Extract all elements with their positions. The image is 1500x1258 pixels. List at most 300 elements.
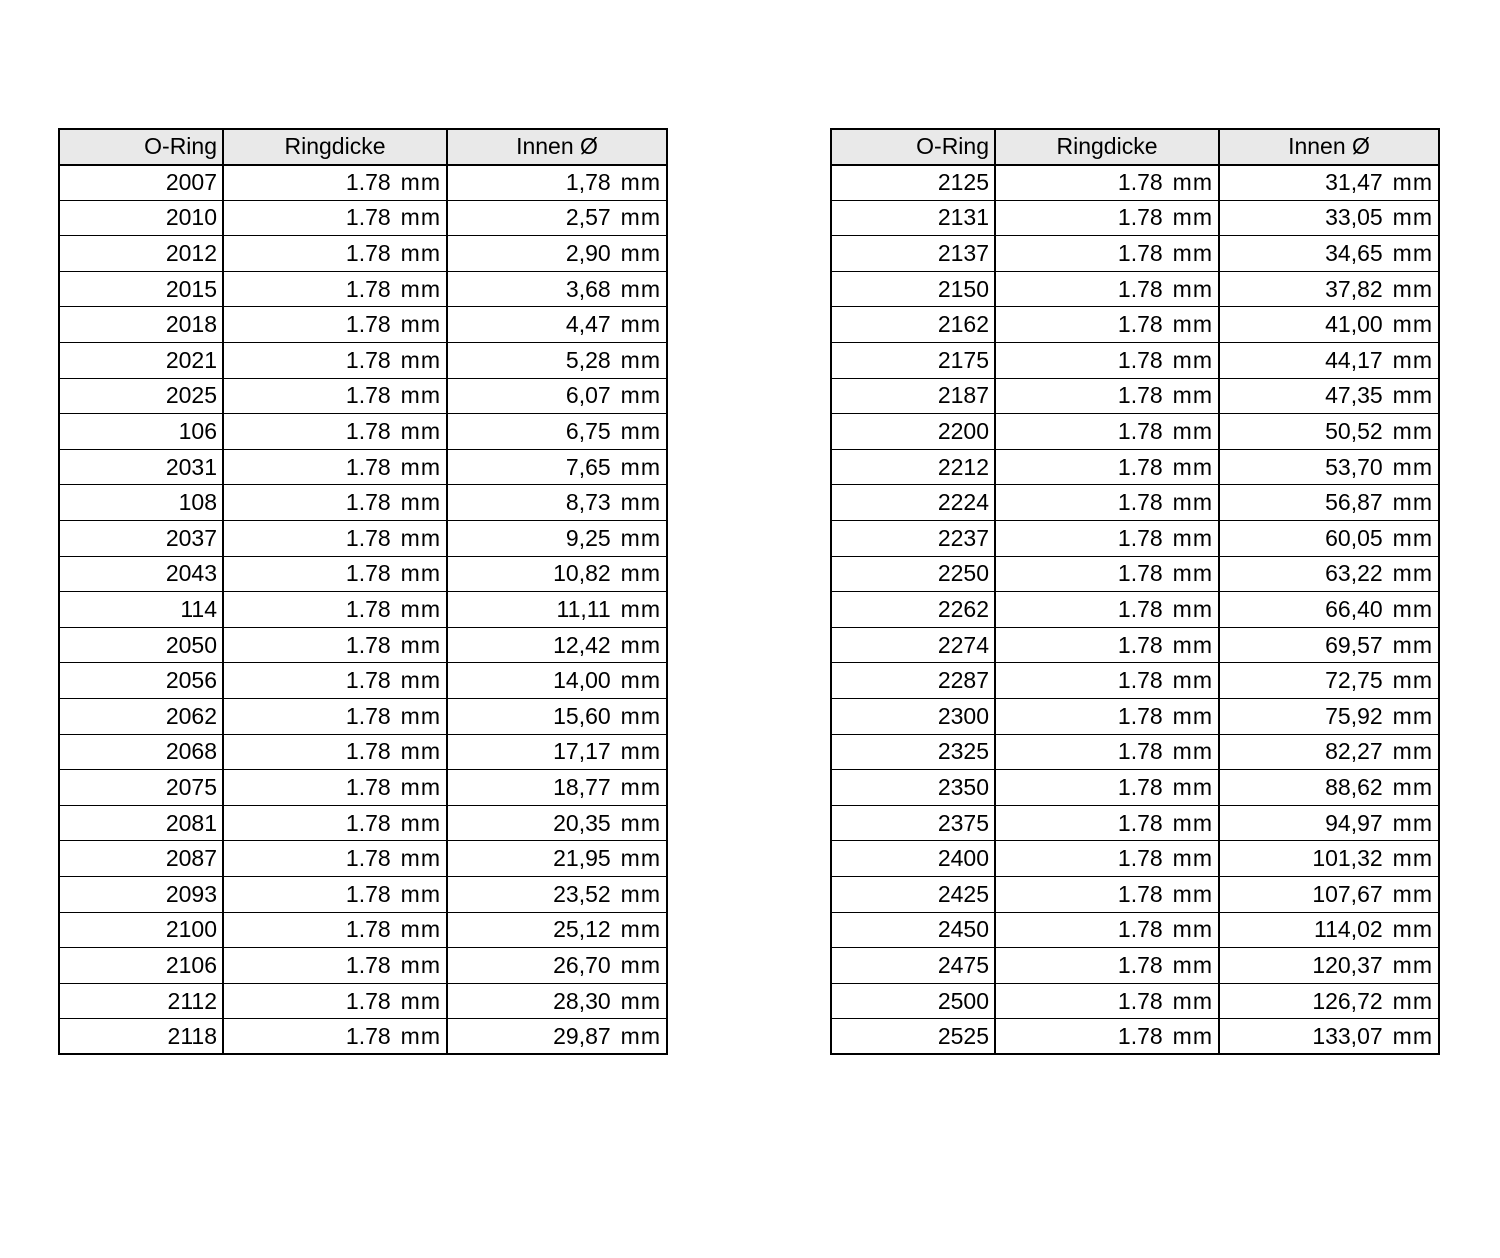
- innen-durchmesser-value: [1219, 734, 1439, 770]
- innen-durchmesser-value-number: 7,65: [565, 453, 611, 480]
- ringdicke-value-number: 1.78: [345, 951, 391, 978]
- innen-durchmesser-value: [1219, 449, 1439, 485]
- ringdicke-value-number: 1.78: [1117, 489, 1163, 516]
- innen-durchmesser-value-number: 107,67: [1312, 880, 1383, 907]
- unit-label: mm: [1392, 311, 1433, 338]
- ringdicke-value: [223, 378, 447, 414]
- table-row: [59, 1019, 667, 1055]
- o-ring-number: 2525: [831, 1019, 995, 1055]
- innen-durchmesser-value: [1219, 841, 1439, 877]
- table-row: [831, 236, 1439, 272]
- unit-label: mm: [620, 880, 661, 907]
- ringdicke-value: [223, 912, 447, 948]
- unit-label: mm: [400, 382, 441, 409]
- ringdicke-value: [223, 449, 447, 485]
- o-ring-number: 2475: [831, 948, 995, 984]
- ringdicke-value-number: 1.78: [1117, 382, 1163, 409]
- ringdicke-value: [223, 592, 447, 628]
- ringdicke-value-number: 1.78: [345, 596, 391, 623]
- ringdicke-value: [995, 343, 1219, 379]
- unit-label: mm: [400, 702, 441, 729]
- table-row: [59, 165, 667, 201]
- unit-label: mm: [400, 596, 441, 623]
- unit-label: mm: [400, 1022, 441, 1049]
- innen-durchmesser-value: [447, 307, 667, 343]
- unit-label: mm: [620, 845, 661, 872]
- unit-label: mm: [620, 809, 661, 836]
- unit-label: mm: [620, 702, 661, 729]
- innen-durchmesser-value-number: 25,12: [553, 916, 611, 943]
- header-innen-durchmesser: Innen Ø: [1219, 129, 1439, 165]
- table-row: [831, 307, 1439, 343]
- innen-durchmesser-value: [1219, 165, 1439, 201]
- unit-label: mm: [400, 845, 441, 872]
- unit-label: mm: [400, 204, 441, 231]
- innen-durchmesser-value: [447, 770, 667, 806]
- ringdicke-value: [995, 699, 1219, 735]
- unit-label: mm: [1392, 1022, 1433, 1049]
- o-ring-number: 2007: [59, 165, 223, 201]
- unit-label: mm: [400, 524, 441, 551]
- innen-durchmesser-value-number: 82,27: [1325, 738, 1383, 765]
- ringdicke-value: [995, 307, 1219, 343]
- table-row: [59, 734, 667, 770]
- innen-durchmesser-value-number: 9,25: [565, 524, 611, 551]
- unit-label: mm: [1172, 240, 1213, 267]
- table-row: [59, 841, 667, 877]
- innen-durchmesser-value-number: 14,00: [553, 667, 611, 694]
- unit-label: mm: [1172, 453, 1213, 480]
- unit-label: mm: [620, 916, 661, 943]
- innen-durchmesser-value: [447, 734, 667, 770]
- ringdicke-value-number: 1.78: [1117, 809, 1163, 836]
- table-row: [831, 663, 1439, 699]
- ringdicke-value: [223, 556, 447, 592]
- innen-durchmesser-value: [447, 699, 667, 735]
- table-body: [59, 165, 667, 1055]
- innen-durchmesser-value-number: 23,52: [553, 880, 611, 907]
- unit-label: mm: [400, 169, 441, 196]
- table-row: [59, 699, 667, 735]
- innen-durchmesser-value-number: 17,17: [553, 738, 611, 765]
- table-row: [831, 912, 1439, 948]
- unit-label: mm: [1172, 738, 1213, 765]
- table-row: [59, 948, 667, 984]
- table-row: [831, 414, 1439, 450]
- unit-label: mm: [400, 773, 441, 800]
- o-ring-number: 2031: [59, 449, 223, 485]
- innen-durchmesser-value: [447, 841, 667, 877]
- innen-durchmesser-value: [1219, 556, 1439, 592]
- table-row: [831, 200, 1439, 236]
- ringdicke-value: [995, 663, 1219, 699]
- innen-durchmesser-value: [1219, 236, 1439, 272]
- o-ring-number: 2015: [59, 271, 223, 307]
- unit-label: mm: [620, 418, 661, 445]
- innen-durchmesser-value: [447, 236, 667, 272]
- unit-label: mm: [1392, 346, 1433, 373]
- o-ring-number: 2010: [59, 200, 223, 236]
- ringdicke-value-number: 1.78: [1117, 631, 1163, 658]
- ringdicke-value-number: 1.78: [1117, 169, 1163, 196]
- o-ring-number: 2187: [831, 378, 995, 414]
- ringdicke-value-number: 1.78: [1117, 240, 1163, 267]
- table-row: [59, 378, 667, 414]
- table-row: [59, 414, 667, 450]
- ringdicke-value-number: 1.78: [345, 418, 391, 445]
- table-row: [831, 521, 1439, 557]
- table-row: [59, 307, 667, 343]
- header-row: [59, 129, 667, 165]
- innen-durchmesser-value-number: 120,37: [1312, 951, 1383, 978]
- innen-durchmesser-value-number: 47,35: [1325, 382, 1383, 409]
- o-ring-number: 2250: [831, 556, 995, 592]
- table-row: [59, 770, 667, 806]
- ringdicke-value: [995, 414, 1219, 450]
- innen-durchmesser-value: [1219, 378, 1439, 414]
- table-row: [831, 876, 1439, 912]
- unit-label: mm: [620, 667, 661, 694]
- ringdicke-value: [995, 378, 1219, 414]
- innen-durchmesser-value: [1219, 1019, 1439, 1055]
- ringdicke-value-number: 1.78: [1117, 524, 1163, 551]
- unit-label: mm: [620, 240, 661, 267]
- table-row: [831, 734, 1439, 770]
- innen-durchmesser-value: [1219, 521, 1439, 557]
- ringdicke-value: [223, 165, 447, 201]
- ringdicke-value: [223, 627, 447, 663]
- ringdicke-value-number: 1.78: [1117, 773, 1163, 800]
- ringdicke-value-number: 1.78: [1117, 560, 1163, 587]
- ringdicke-value: [995, 983, 1219, 1019]
- o-ring-number: 2125: [831, 165, 995, 201]
- ringdicke-value: [995, 912, 1219, 948]
- unit-label: mm: [620, 631, 661, 658]
- table-row: [831, 948, 1439, 984]
- unit-label: mm: [1392, 880, 1433, 907]
- unit-label: mm: [1392, 809, 1433, 836]
- ringdicke-value-number: 1.78: [1117, 1022, 1163, 1049]
- unit-label: mm: [1172, 880, 1213, 907]
- innen-durchmesser-value: [447, 663, 667, 699]
- ringdicke-value-number: 1.78: [1117, 346, 1163, 373]
- unit-label: mm: [400, 418, 441, 445]
- ringdicke-value: [995, 592, 1219, 628]
- unit-label: mm: [1392, 667, 1433, 694]
- unit-label: mm: [1392, 453, 1433, 480]
- table-row: [831, 1019, 1439, 1055]
- ringdicke-value: [223, 841, 447, 877]
- ringdicke-value-number: 1.78: [1117, 738, 1163, 765]
- unit-label: mm: [620, 738, 661, 765]
- table-row: [831, 592, 1439, 628]
- o-ring-number: 2075: [59, 770, 223, 806]
- unit-label: mm: [1172, 951, 1213, 978]
- ringdicke-value: [995, 556, 1219, 592]
- o-ring-number: 2200: [831, 414, 995, 450]
- ringdicke-value-number: 1.78: [345, 738, 391, 765]
- unit-label: mm: [1392, 702, 1433, 729]
- ringdicke-value: [995, 271, 1219, 307]
- ringdicke-value: [995, 1019, 1219, 1055]
- unit-label: mm: [1392, 204, 1433, 231]
- o-ring-number: 2025: [59, 378, 223, 414]
- table-row: [59, 521, 667, 557]
- o-ring-number: 2081: [59, 805, 223, 841]
- ringdicke-value-number: 1.78: [1117, 667, 1163, 694]
- table-row: [831, 841, 1439, 877]
- innen-durchmesser-value-number: 94,97: [1325, 809, 1383, 836]
- ringdicke-value: [223, 343, 447, 379]
- unit-label: mm: [400, 631, 441, 658]
- o-ring-number: 2043: [59, 556, 223, 592]
- unit-label: mm: [1172, 845, 1213, 872]
- table-row: [59, 627, 667, 663]
- o-ring-number: 2325: [831, 734, 995, 770]
- ringdicke-value: [995, 876, 1219, 912]
- table-body: [831, 165, 1439, 1055]
- unit-label: mm: [620, 346, 661, 373]
- unit-label: mm: [1172, 204, 1213, 231]
- ringdicke-value: [995, 805, 1219, 841]
- ringdicke-value-number: 1.78: [345, 382, 391, 409]
- ringdicke-value-number: 1.78: [1117, 987, 1163, 1014]
- unit-label: mm: [620, 951, 661, 978]
- table-row: [831, 343, 1439, 379]
- innen-durchmesser-value-number: 66,40: [1325, 596, 1383, 623]
- ringdicke-value: [995, 236, 1219, 272]
- table-row: [59, 592, 667, 628]
- ringdicke-value: [223, 699, 447, 735]
- table-row: [831, 449, 1439, 485]
- innen-durchmesser-value-number: 75,92: [1325, 702, 1383, 729]
- table-row: [59, 912, 667, 948]
- unit-label: mm: [400, 275, 441, 302]
- header-o-ring: O-Ring: [831, 129, 995, 165]
- unit-label: mm: [1172, 1022, 1213, 1049]
- unit-label: mm: [1172, 667, 1213, 694]
- unit-label: mm: [1172, 169, 1213, 196]
- ringdicke-value: [223, 663, 447, 699]
- innen-durchmesser-value-number: 18,77: [553, 773, 611, 800]
- innen-durchmesser-value: [447, 449, 667, 485]
- table-row: [59, 663, 667, 699]
- unit-label: mm: [400, 311, 441, 338]
- ringdicke-value: [223, 414, 447, 450]
- o-ring-number: 2021: [59, 343, 223, 379]
- innen-durchmesser-value: [1219, 307, 1439, 343]
- header-ringdicke: Ringdicke: [223, 129, 447, 165]
- ringdicke-value-number: 1.78: [345, 880, 391, 907]
- innen-durchmesser-value: [1219, 948, 1439, 984]
- innen-durchmesser-value-number: 15,60: [553, 702, 611, 729]
- ringdicke-value-number: 1.78: [1117, 311, 1163, 338]
- innen-durchmesser-value-number: 29,87: [553, 1022, 611, 1049]
- ringdicke-value-number: 1.78: [345, 667, 391, 694]
- ringdicke-value-number: 1.78: [345, 631, 391, 658]
- innen-durchmesser-value: [447, 521, 667, 557]
- o-ring-number: 2162: [831, 307, 995, 343]
- innen-durchmesser-value-number: 60,05: [1325, 524, 1383, 551]
- o-ring-number: 2287: [831, 663, 995, 699]
- innen-durchmesser-value: [447, 1019, 667, 1055]
- unit-label: mm: [400, 809, 441, 836]
- unit-label: mm: [400, 738, 441, 765]
- unit-label: mm: [400, 951, 441, 978]
- unit-label: mm: [400, 916, 441, 943]
- unit-label: mm: [1392, 169, 1433, 196]
- unit-label: mm: [1392, 596, 1433, 623]
- ringdicke-value-number: 1.78: [1117, 951, 1163, 978]
- unit-label: mm: [1172, 773, 1213, 800]
- o-ring-number: 2400: [831, 841, 995, 877]
- ringdicke-value: [223, 770, 447, 806]
- unit-label: mm: [620, 275, 661, 302]
- ringdicke-value-number: 1.78: [345, 987, 391, 1014]
- ringdicke-value-number: 1.78: [345, 275, 391, 302]
- header-innen-durchmesser: Innen Ø: [447, 129, 667, 165]
- innen-durchmesser-value: [1219, 271, 1439, 307]
- o-ring-number: 108: [59, 485, 223, 521]
- ringdicke-value: [223, 236, 447, 272]
- unit-label: mm: [400, 346, 441, 373]
- innen-durchmesser-value-number: 10,82: [553, 560, 611, 587]
- ringdicke-value: [223, 200, 447, 236]
- innen-durchmesser-value-number: 2,57: [565, 204, 611, 231]
- unit-label: mm: [1172, 382, 1213, 409]
- ringdicke-value-number: 1.78: [345, 809, 391, 836]
- innen-durchmesser-value: [447, 592, 667, 628]
- header-row: [831, 129, 1439, 165]
- table-row: [831, 271, 1439, 307]
- table-row: [831, 165, 1439, 201]
- innen-durchmesser-value: [1219, 414, 1439, 450]
- unit-label: mm: [1392, 418, 1433, 445]
- o-ring-number: 2062: [59, 699, 223, 735]
- innen-durchmesser-value-number: 133,07: [1312, 1022, 1383, 1049]
- unit-label: mm: [1392, 631, 1433, 658]
- table-row: [831, 699, 1439, 735]
- innen-durchmesser-value-number: 6,75: [565, 418, 611, 445]
- innen-durchmesser-value: [1219, 663, 1439, 699]
- unit-label: mm: [620, 524, 661, 551]
- innen-durchmesser-value-number: 2,90: [565, 240, 611, 267]
- innen-durchmesser-value-number: 5,28: [565, 346, 611, 373]
- innen-durchmesser-value: [447, 343, 667, 379]
- ringdicke-value: [995, 948, 1219, 984]
- o-ring-number: 2425: [831, 876, 995, 912]
- o-ring-number: 2056: [59, 663, 223, 699]
- ringdicke-value-number: 1.78: [345, 560, 391, 587]
- ringdicke-value: [995, 734, 1219, 770]
- unit-label: mm: [620, 382, 661, 409]
- header-o-ring: O-Ring: [59, 129, 223, 165]
- unit-label: mm: [620, 489, 661, 516]
- unit-label: mm: [1172, 311, 1213, 338]
- unit-label: mm: [620, 204, 661, 231]
- innen-durchmesser-value-number: 50,52: [1325, 418, 1383, 445]
- innen-durchmesser-value-number: 34,65: [1325, 240, 1383, 267]
- o-ring-number: 2274: [831, 627, 995, 663]
- innen-durchmesser-value: [447, 983, 667, 1019]
- ringdicke-value: [223, 1019, 447, 1055]
- ringdicke-value-number: 1.78: [1117, 916, 1163, 943]
- o-ring-number: 2118: [59, 1019, 223, 1055]
- innen-durchmesser-value-number: 20,35: [553, 809, 611, 836]
- innen-durchmesser-value: [447, 165, 667, 201]
- o-ring-number: 2224: [831, 485, 995, 521]
- innen-durchmesser-value: [1219, 983, 1439, 1019]
- ringdicke-value: [995, 449, 1219, 485]
- unit-label: mm: [400, 453, 441, 480]
- ringdicke-value: [995, 485, 1219, 521]
- innen-durchmesser-value: [1219, 699, 1439, 735]
- innen-durchmesser-value-number: 114,02: [1314, 916, 1383, 943]
- unit-label: mm: [1172, 346, 1213, 373]
- o-ring-number: 2350: [831, 770, 995, 806]
- o-ring-table-right: [830, 128, 1440, 1055]
- ringdicke-value: [995, 770, 1219, 806]
- ringdicke-value: [223, 307, 447, 343]
- innen-durchmesser-value-number: 28,30: [553, 987, 611, 1014]
- innen-durchmesser-value: [447, 948, 667, 984]
- innen-durchmesser-value-number: 21,95: [553, 845, 611, 872]
- unit-label: mm: [1392, 773, 1433, 800]
- o-ring-number: 114: [59, 592, 223, 628]
- unit-label: mm: [1172, 631, 1213, 658]
- innen-durchmesser-value-number: 1,78: [565, 169, 611, 196]
- ringdicke-value-number: 1.78: [1117, 702, 1163, 729]
- unit-label: mm: [1172, 418, 1213, 445]
- innen-durchmesser-value-number: 3,68: [565, 275, 611, 302]
- o-ring-number: 2037: [59, 521, 223, 557]
- innen-durchmesser-value: [1219, 627, 1439, 663]
- innen-durchmesser-value-number: 8,73: [565, 489, 611, 516]
- unit-label: mm: [1392, 524, 1433, 551]
- ringdicke-value: [223, 948, 447, 984]
- ringdicke-value-number: 1.78: [345, 702, 391, 729]
- unit-label: mm: [620, 311, 661, 338]
- ringdicke-value-number: 1.78: [345, 489, 391, 516]
- ringdicke-value: [995, 841, 1219, 877]
- innen-durchmesser-value-number: 37,82: [1325, 275, 1383, 302]
- ringdicke-value: [223, 876, 447, 912]
- unit-label: mm: [1392, 489, 1433, 516]
- table-row: [831, 983, 1439, 1019]
- innen-durchmesser-value-number: 11,11: [556, 596, 611, 623]
- ringdicke-value-number: 1.78: [1117, 880, 1163, 907]
- ringdicke-value-number: 1.78: [345, 346, 391, 373]
- o-ring-number: 2087: [59, 841, 223, 877]
- unit-label: mm: [1392, 240, 1433, 267]
- o-ring-number: 2237: [831, 521, 995, 557]
- table-row: [59, 805, 667, 841]
- unit-label: mm: [400, 240, 441, 267]
- o-ring-number: 2018: [59, 307, 223, 343]
- unit-label: mm: [1172, 809, 1213, 836]
- ringdicke-value-number: 1.78: [345, 916, 391, 943]
- ringdicke-value-number: 1.78: [345, 311, 391, 338]
- innen-durchmesser-value: [447, 912, 667, 948]
- unit-label: mm: [620, 453, 661, 480]
- table-row: [831, 556, 1439, 592]
- innen-durchmesser-value: [1219, 343, 1439, 379]
- ringdicke-value: [223, 734, 447, 770]
- innen-durchmesser-value-number: 6,07: [565, 382, 611, 409]
- ringdicke-value: [995, 627, 1219, 663]
- table-row: [59, 200, 667, 236]
- ringdicke-value-number: 1.78: [345, 845, 391, 872]
